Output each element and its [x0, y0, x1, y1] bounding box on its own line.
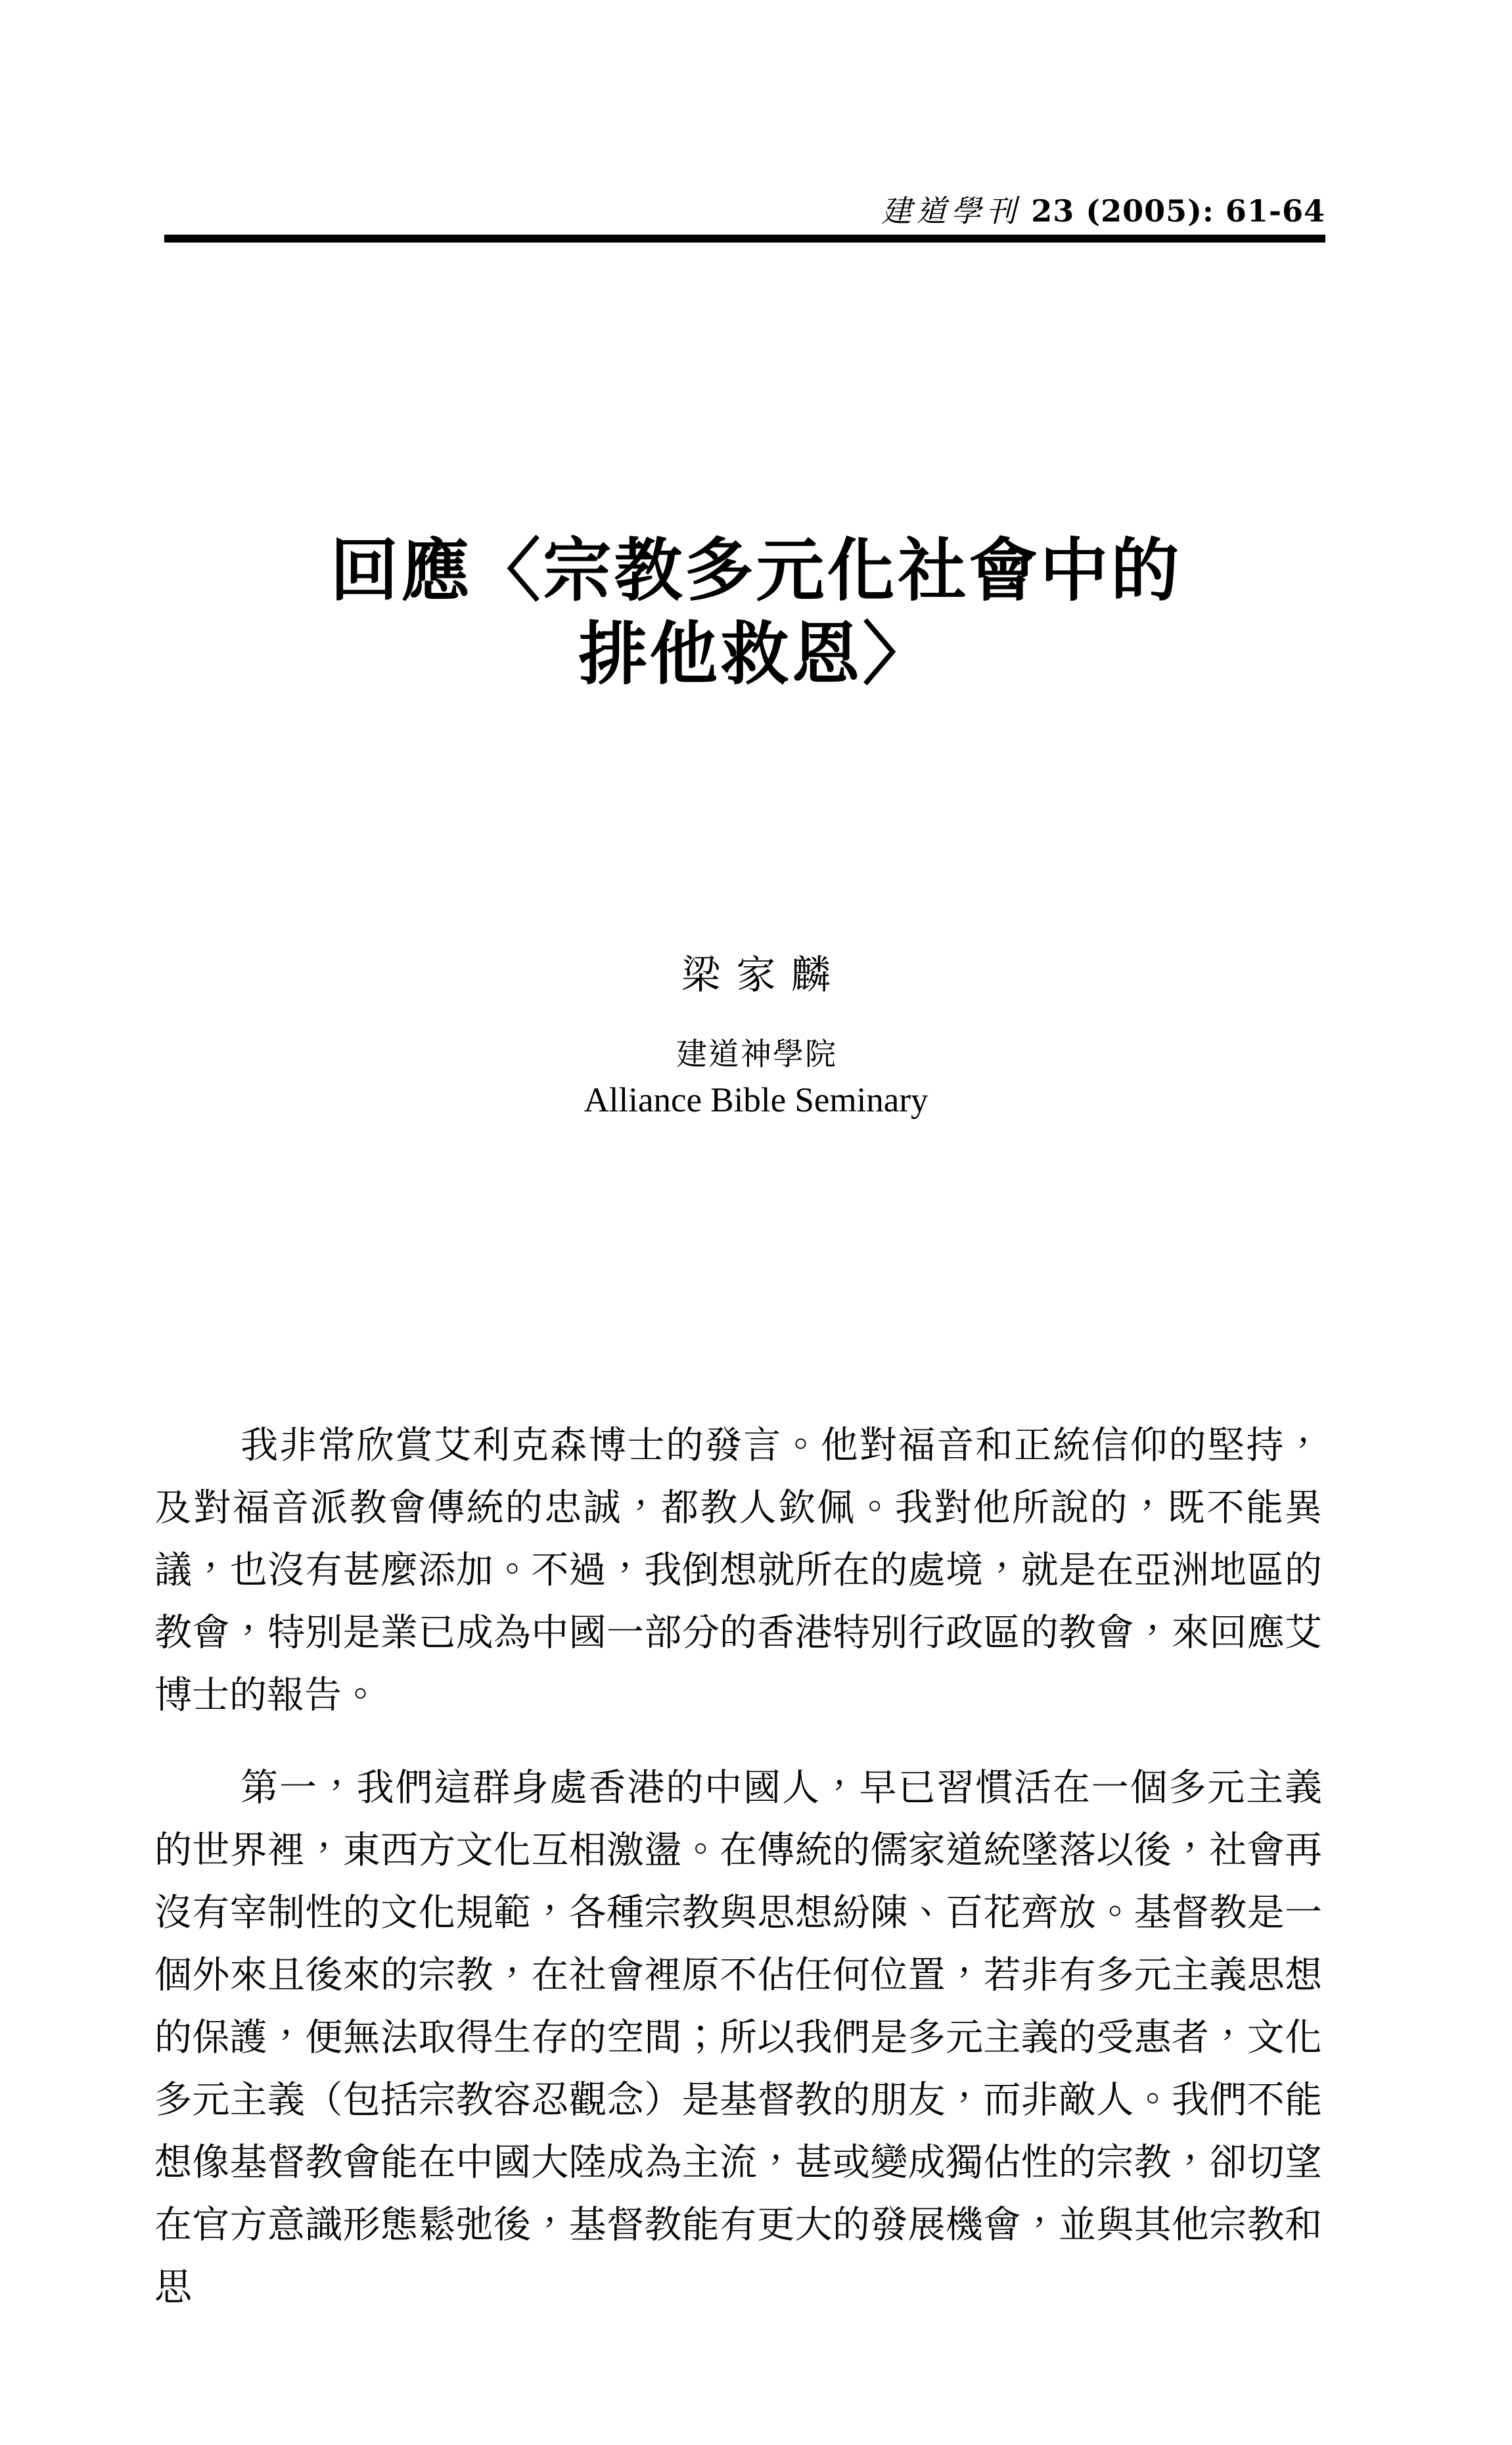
- body-paragraph: 我非常欣賞艾利克森博士的發言。他對福音和正統信仰的堅持，及對福音派教會傳統的忠誠，都教人欽佩。我對他所說的，既不能異議，也沒有甚麼添加。不過，我倒想就所在的處境，就是在亞洲地區的教會，特別是業已成為中國一部分的香港特別行政區的教會，來回應艾博士的報告。: [154, 1425, 1322, 1716]
- journal-header: [0, 192, 1325, 231]
- journal-name: 建道學刊: [881, 193, 1021, 229]
- author-name: 梁家麟: [681, 952, 847, 998]
- title-line-1: 回應〈宗教多元化社會中的: [330, 533, 1182, 609]
- body-paragraph: 第一，我們這群身處香港的中國人，早已習慣活在一個多元主義的世界裡，東西方文化互相激盪。在傳統的儒家道統墜落以後，社會再沒有宰制性的文化規範，各種宗教與思想紛陳、百花齊放。基督教是一個外來且後來的宗教，在社會裡原不佔任何位置，若非有多元主義思想的保護，便無法取得生存的空間；所以我們是多元主義的受惠者，文化多元主義（包括宗教容忍觀念）是基督教的朋友，而非敵人。我們不能想像基督教會能在中國大陸成為主流，甚或變成獨佔性的宗教，卻切望在官方意識形態鬆弛後，基督教能有更大的發展機會，並與其他宗教和思: [154, 1767, 1322, 2308]
- header-rule: [164, 235, 1325, 243]
- article-body: [154, 1414, 1322, 2319]
- title-line-2: 排他救恩〉: [578, 617, 934, 693]
- journal-citation: 23 (2005): 61-64: [1031, 193, 1325, 229]
- article-title: [0, 530, 1512, 697]
- affiliation-english: Alliance Bible Seminary: [584, 1081, 928, 1119]
- affiliation-chinese: 建道神學院: [676, 1038, 837, 1072]
